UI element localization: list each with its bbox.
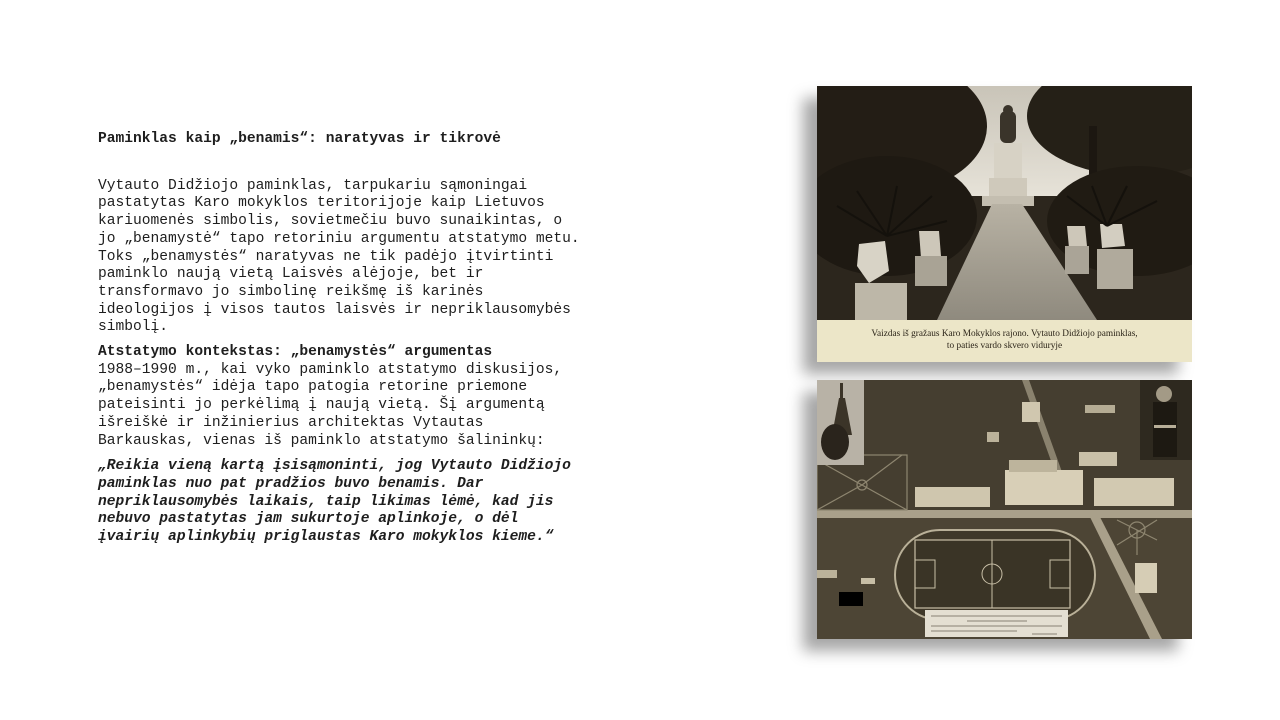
context-paragraph: 1988–1990 m., kai vyko paminklo atstatymo diskusijos, „benamystės“ idėja tapo patogia retorine priemone pateisinti jo perkėlimą į naują vietą. Šį argumentą išreiškė ir inžinierius architektas Vytautas Barkauskas, vienas iš paminklo atstatymo šalininkų: (98, 361, 563, 449)
section-heading: Atstatymo kontekstas: „benamystės“ argumentas (98, 344, 493, 361)
aerial-photo (817, 380, 1192, 639)
monument-photo (817, 86, 1192, 362)
text-column (98, 131, 598, 561)
aerial-photo-image (817, 380, 1192, 639)
slide-title: Paminklas kaip „benamis“: naratyvas ir tikrovė (98, 131, 501, 147)
monument-photo-image (817, 86, 1192, 320)
monument-photo-caption: Vaizdas iš gražaus Karo Mokyklos rajono. Vytauto Didžiojo paminklas, to paties vardo skvero viduryje (817, 320, 1192, 362)
intro-paragraph: Vytauto Didžiojo paminklas, tarpukariu sąmoningai pastatytas Karo mokyklos teritorijoje kaip Lietuvos kariuomenės simbolis, sovietmečiu buvo sunaikintas, o jo „benamystė“ tapo retoriniu argumentu atstatymo metu. Toks „benamystės“ naratyvas ne tik padėjo įtvirtinti paminklo naują vietą Laisvės alėjoje, bet ir transformavo jo simbolinę reikšmę iš karinės ideologijos į visos tautos laisvės ir nepriklausomybės simbolį. (98, 177, 580, 336)
quote: „Reikia vieną kartą įsisąmoninti, jog Vytauto Didžiojo paminklas nuo pat pradžios buvo benamis. Dar nepriklausomybės laikais, taip likimas lėmė, kad jis nebuvo pastatytas jam sukurtoje aplinkoje, o dėl įvairių aplinkybių priglaustas Karo mokyklos kieme.“ (98, 458, 571, 546)
